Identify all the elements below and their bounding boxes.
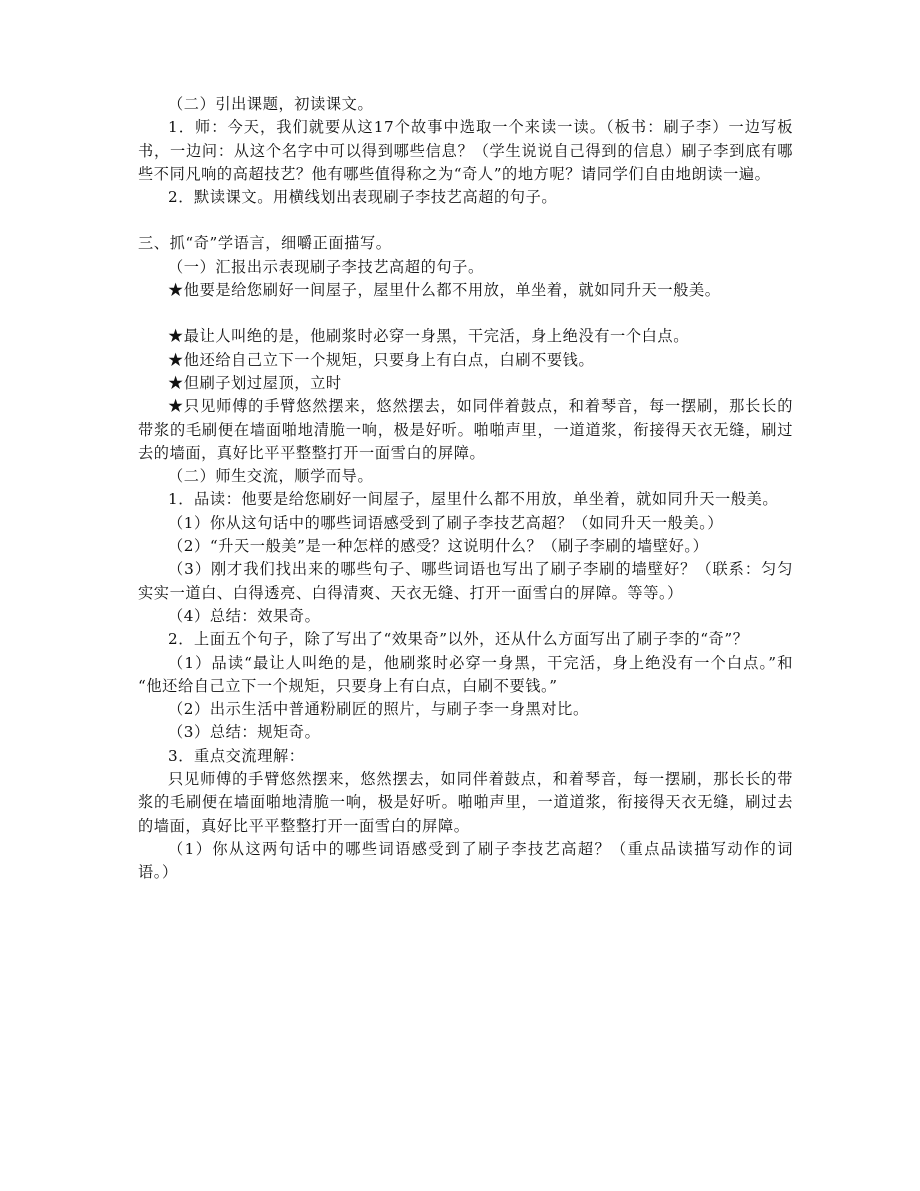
paragraph: 3．重点交流理解： (168, 746, 305, 765)
quote-paragraph: ★他还给自己立下一个规矩，只要身上有白点，白刷不要钱。 (168, 350, 595, 369)
paragraph: 只见师傅的手臂悠然摆来，悠然摆去，如同伴着鼓点，和着琴音，每一摆刷，那长长的带浆的毛刷便在墙面啪地清脆一响，极是好听。啪啪声里，一道道浆，衔接得天衣无缝，刷过去的墙面，真好比平平整整打开一面雪白的屏障。 (138, 770, 793, 835)
document-body (138, 93, 793, 885)
paragraph: 1．品读：他要是给您刷好一间屋子，屋里什么都不用放，单坐着，就如同升天一般美。 (168, 490, 779, 509)
paragraph: （1）你从这两句话中的哪些词语感受到了刷子李技艺高超？（重点品读描写动作的词语。） (138, 839, 793, 882)
paragraph: （4）总结：效果奇。 (168, 606, 321, 625)
paragraph: 2．默读课文。用横线划出表现刷子李技艺高超的句子。 (168, 188, 558, 207)
quote-paragraph: ★他要是给您刷好一间屋子，屋里什么都不用放，单坐着，就如同升天一般美。 (168, 281, 721, 300)
quote-paragraph: ★只见师傅的手臂悠然摆来，悠然摆去，如同伴着鼓点，和着琴音，每一摆刷，那长长的带浆的毛刷便在墙面啪地清脆一响，极是好听。啪啪声里，一道道浆，衔接得天衣无缝，刷过去的墙面，真好比平平整整打开一面雪白的屏障。 (138, 397, 793, 462)
quote-paragraph: ★但刷子划过屋顶，立时 (168, 373, 342, 392)
blank-line (138, 209, 793, 232)
paragraph: （1）品读“最让人叫绝的是，他刷浆时必穿一身黑，干完活，身上绝没有一个白点。”和 “他还给自己立下一个规矩，只要身上有白点，白刷不要钱。” (138, 653, 793, 695)
paragraph: （二）引出课题，初读课文。 (168, 95, 374, 113)
paragraph: 1．师：今天，我们就要从这17个故事中选取一个来读一读。（板书：刷子李）一边写板书，一边问：从这个名字中可以得到哪些信息？（学生说说自己得到的信息）刷子李到底有哪些不同凡响的高超技艺？他有哪些值得称之为“奇人”的地方呢？请同学们自由地朗读一遍。 (138, 118, 793, 183)
blank-line (138, 302, 793, 325)
paragraph: （二）师生交流，顺学而导。 (168, 467, 374, 486)
paragraph: （一）汇报出示表现刷子李技艺高超的句子。 (168, 257, 484, 276)
section-heading: 三、抓“奇”学语言，细嚼正面描写。 (138, 234, 392, 253)
paragraph: （2）“升天一般美”是一种怎样的感受？这说明什么？（刷子李刷的墙壁好。） (168, 537, 709, 556)
paragraph: 2．上面五个句子，除了写出了“效果奇”以外，还从什么方面写出了刷子李的“奇”？ (168, 630, 749, 649)
paragraph: （2）出示生活中普通粉刷匠的照片，与刷子李一身黑对比。 (168, 700, 589, 719)
quote-paragraph: ★最让人叫绝的是，他刷浆时必穿一身黑，干完活，身上绝没有一个白点。 (168, 327, 689, 346)
paragraph: （3）总结：规矩奇。 (168, 723, 321, 742)
paragraph: （3）刚才我们找出来的哪些句子、哪些词语也写出了刷子李刷的墙壁好？（联系：匀匀实实一道白、白得透亮、白得清爽、天衣无缝、打开一面雪白的屏障。等等。） (138, 560, 793, 602)
paragraph: （1）你从这句话中的哪些词语感受到了刷子李技艺高超？（如同升天一般美。） (168, 513, 724, 532)
